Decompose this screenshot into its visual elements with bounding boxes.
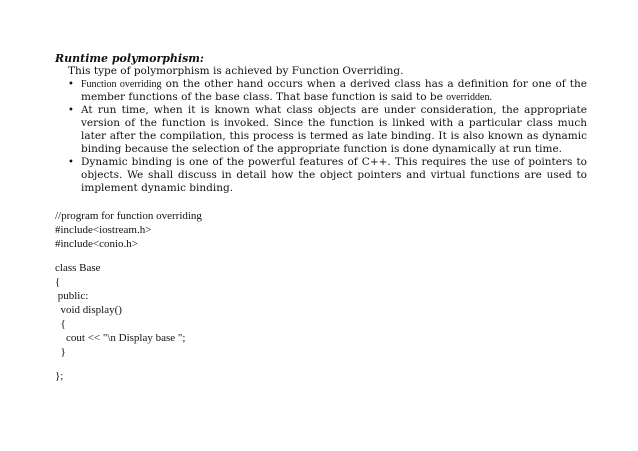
code-include-conio: #include<conio.h> (55, 238, 138, 250)
bullet-list (55, 78, 587, 195)
bullet-icon: • (68, 105, 74, 116)
code-blank-line (55, 359, 587, 369)
list-item (68, 78, 587, 104)
code-public-specifier: public: (55, 290, 89, 302)
code-class-declaration: class Base (55, 262, 101, 274)
bullet-icon: • (68, 157, 74, 168)
bullet-text-small-end: overridden. (446, 92, 492, 103)
code-blank-line (55, 251, 587, 261)
code-block (55, 209, 587, 383)
code-include-iostream: #include<iostream.h> (55, 224, 152, 236)
bullet-icon: • (68, 79, 74, 90)
list-item (68, 156, 587, 195)
code-cout-statement: cout << "\n Display base "; (55, 332, 186, 344)
bullet-text: on the other hand occurs when a derived class has a definition for one of the member functions of the base class. That base function is said to be (81, 78, 587, 103)
bullet-text: At run time, when it is known what class objects are under consideration, the appropriate version of the function is invoked. Since the function is linked with a particular class much later after the compilation, this process is termed as late binding. It is also known as dynamic binding because the selection of the appropriate function is done dynamically at run time. (81, 104, 587, 155)
intro-paragraph: This type of polymorphism is achieved by Function Overriding. (68, 65, 404, 77)
code-method-signature: void display() (55, 304, 122, 316)
code-method-open-brace: { (55, 318, 66, 330)
list-item (68, 104, 587, 156)
code-class-open-brace: { (55, 276, 61, 288)
code-method-close-brace: } (55, 346, 66, 358)
bullet-text-small: Function overriding (81, 79, 162, 90)
document-page (55, 52, 587, 383)
bullet-text: Dynamic binding is one of the powerful features of C++. This requires the use of pointers to objects. We shall discuss in detail how the object pointers and virtual functions are used to implement dynamic binding. (81, 156, 587, 194)
code-class-close: }; (55, 370, 64, 382)
code-comment: //program for function overriding (55, 210, 202, 222)
section-heading: Runtime polymorphism: (55, 52, 204, 65)
